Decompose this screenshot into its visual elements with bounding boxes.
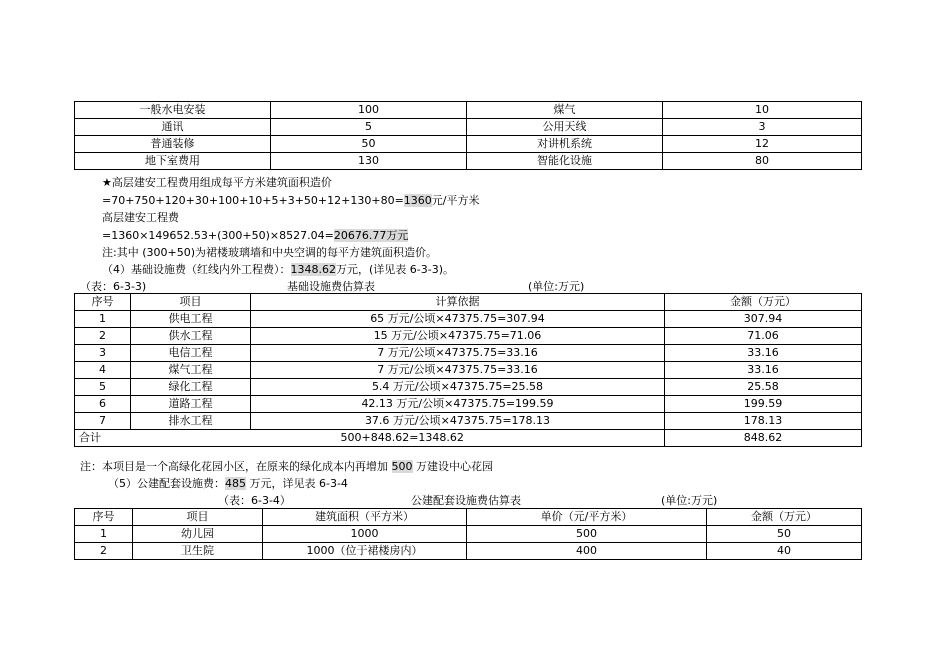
header-cell: 序号	[75, 509, 133, 526]
section-heading: （4）基础设施费（红线内外工程费）：	[102, 263, 291, 276]
table-cell: 卫生院	[133, 543, 263, 560]
table-cell: 7 万元/公顷×47375.75=33.16	[251, 362, 665, 379]
total-row	[75, 430, 862, 447]
highlight-value: 500	[391, 460, 413, 473]
table-cell: 500	[467, 526, 707, 543]
table-cell: 15 万元/公顷×47375.75=71.06	[251, 328, 665, 345]
table-cell: 50	[707, 526, 862, 543]
table-cell: 2	[75, 543, 133, 560]
table-cell: 42.13 万元/公顷×47375.75=199.59	[251, 396, 665, 413]
table-row	[75, 328, 862, 345]
table-cell: 1	[75, 311, 131, 328]
table-cell: 130	[271, 153, 467, 170]
table-cell: 33.16	[665, 362, 862, 379]
total-basis: 500+848.62=1348.62	[131, 430, 665, 447]
table-cell: 71.06	[665, 328, 862, 345]
text-line-3: 高层建安工程费	[102, 211, 179, 224]
table-cell: 40	[707, 543, 862, 560]
table-cell: 道路工程	[131, 396, 251, 413]
table-cell: 6	[75, 396, 131, 413]
table-row	[75, 102, 862, 119]
table-cell: 2	[75, 328, 131, 345]
table-cell: 5	[75, 379, 131, 396]
formula-text: =70+750+120+30+100+10+5+3+50+12+130+80=	[102, 194, 404, 207]
table-row	[75, 543, 862, 560]
table-cell: 1	[75, 526, 133, 543]
header-cell: 序号	[75, 294, 131, 311]
table-cell: 地下室费用	[75, 153, 271, 170]
table-cell: 80	[663, 153, 862, 170]
table-cell: 对讲机系统	[467, 136, 663, 153]
unit-text: 万元	[386, 229, 409, 242]
table-ref: （表：6-3-4）	[218, 494, 291, 507]
table-cell: 65 万元/公顷×47375.75=307.94	[251, 311, 665, 328]
table-unit: (单位:万元)	[528, 280, 585, 293]
header-cell: 金额（万元）	[707, 509, 862, 526]
section-heading: （5）公建配套设施费：	[108, 477, 225, 490]
cost-table-top	[74, 101, 862, 170]
table-cell: 33.16	[665, 345, 862, 362]
table-cell: 公用天线	[467, 119, 663, 136]
public-facilities-cost-table	[74, 508, 862, 560]
table-cell: 供电工程	[131, 311, 251, 328]
formula-text: =1360×149652.53+(300+50)×8527.04=	[102, 229, 334, 242]
table-cell: 1000（位于裙楼房内）	[263, 543, 467, 560]
text-line-1: ★高层建安工程费用组成每平方米建筑面积造价	[102, 176, 332, 189]
header-cell: 项目	[133, 509, 263, 526]
table-cell: 1000	[263, 526, 467, 543]
table-ref: （表：6-3-3)	[80, 280, 147, 293]
table-cell: 煤气工程	[131, 362, 251, 379]
section-line-5	[108, 475, 348, 491]
table-cell: 3	[663, 119, 862, 136]
highlight-value: 20676.77	[333, 229, 387, 242]
table-title: 公建配套设施费估算表	[411, 494, 521, 507]
table-row	[75, 153, 862, 170]
table-cell: 电信工程	[131, 345, 251, 362]
table-row	[75, 413, 862, 430]
infrastructure-cost-table	[74, 293, 862, 447]
total-label: 合计	[75, 430, 131, 447]
text-line-5: 注:其中 (300+50)为裙楼玻璃墙和中央空调的每平方建筑面积造价。	[102, 246, 437, 259]
table-cell: 4	[75, 362, 131, 379]
table-cell: 37.6 万元/公顷×47375.75=178.13	[251, 413, 665, 430]
text-line-6	[102, 261, 454, 277]
table-cell: 绿化工程	[131, 379, 251, 396]
table-row	[75, 136, 862, 153]
table-row	[75, 311, 862, 328]
header-cell: 金额（万元）	[665, 294, 862, 311]
section-suffix: 万元，(详见表 6-3-3)。	[336, 263, 455, 276]
note-text: 万建设中心花园	[412, 460, 493, 473]
unit-text: 元/平方米	[431, 194, 480, 207]
table-row	[75, 345, 862, 362]
table-cell: 供水工程	[131, 328, 251, 345]
table-cell: 煤气	[467, 102, 663, 119]
table-cell: 199.59	[665, 396, 862, 413]
table-title: 基础设施费估算表	[287, 280, 375, 293]
table-cell: 7	[75, 413, 131, 430]
table-row	[75, 379, 862, 396]
table-cell: 25.58	[665, 379, 862, 396]
table-cell: 5	[271, 119, 467, 136]
table-cell: 178.13	[665, 413, 862, 430]
table-cell: 3	[75, 345, 131, 362]
table-cell: 10	[663, 102, 862, 119]
note-text: 注：本项目是一个高绿化花园小区，在原来的绿化成本内再增加	[80, 460, 392, 473]
table-cell: 400	[467, 543, 707, 560]
highlight-value: 485	[225, 477, 246, 490]
table-cell: 12	[663, 136, 862, 153]
table-cell: 一般水电安装	[75, 102, 271, 119]
note-line	[80, 458, 493, 474]
table-cell: 智能化设施	[467, 153, 663, 170]
header-cell: 计算依据	[251, 294, 665, 311]
section-suffix: 万元，详见表 6-3-4	[246, 477, 348, 490]
header-cell: 项目	[131, 294, 251, 311]
table-cell: 100	[271, 102, 467, 119]
text-line-2	[102, 192, 480, 208]
total-amount: 848.62	[665, 430, 862, 447]
table-unit: (单位:万元)	[661, 494, 718, 507]
table-cell: 5.4 万元/公顷×47375.75=25.58	[251, 379, 665, 396]
text-line-4	[102, 227, 408, 243]
header-cell: 建筑面积（平方米）	[263, 509, 467, 526]
table-cell: 307.94	[665, 311, 862, 328]
table-cell: 排水工程	[131, 413, 251, 430]
highlight-value: 1360	[403, 194, 432, 207]
highlight-value: 1348.62	[290, 263, 336, 276]
table-cell: 幼儿园	[133, 526, 263, 543]
table-row	[75, 362, 862, 379]
table-cell: 7 万元/公顷×47375.75=33.16	[251, 345, 665, 362]
header-cell: 单价（元/平方米）	[467, 509, 707, 526]
table-row	[75, 119, 862, 136]
table-cell: 普通装修	[75, 136, 271, 153]
table-cell: 通讯	[75, 119, 271, 136]
table-cell: 50	[271, 136, 467, 153]
table-row	[75, 526, 862, 543]
table-row	[75, 396, 862, 413]
